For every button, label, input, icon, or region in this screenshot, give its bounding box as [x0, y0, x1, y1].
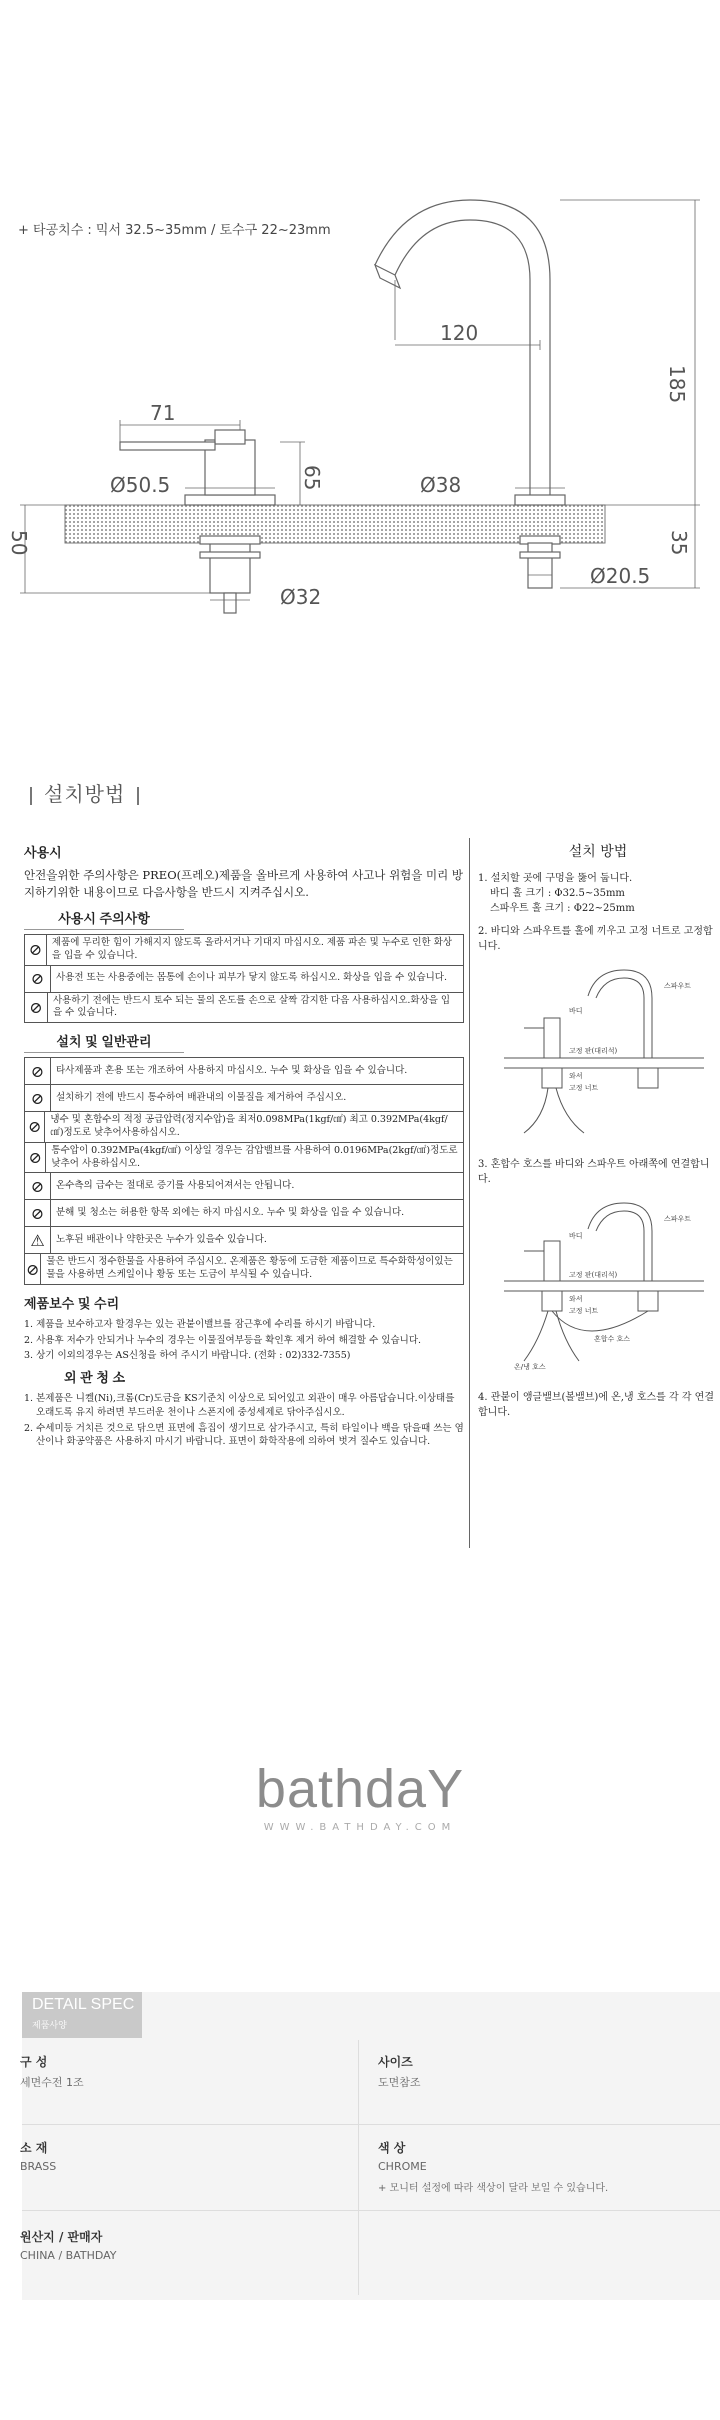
install-text: 냉수 및 혼합수의 적정 공급압력(정지수압)을 최저0.098MPa(1kgf/㎠) 최고 0.392MPa(4kgf/㎠)정도로 낮추어사용하십시오. [50, 1114, 448, 1138]
prohibit-icon: ⊘ [25, 1173, 51, 1199]
prohibit-icon: ⊘ [25, 1254, 41, 1284]
install-text: 온수측의 급수는 절대로 증기를 사용되어져서는 안됩니다. [56, 1179, 295, 1191]
logo-url: WWW.BATHDAY.COM [263, 1822, 457, 1833]
brand-logo [0, 1758, 720, 1833]
list-item: 2. 사용후 저수가 안되거나 누수의 경우는 이물질여부등을 확인후 제거 하여 해결할 수 있습니다. [24, 1334, 422, 1346]
caution-text: 사용하기 전에는 반드시 토수 되는 물의 온도를 손으로 살짝 감지한 다음 사용하십시오.화상을 입을 수 있습니다. [52, 994, 451, 1019]
caution-table [24, 934, 464, 1023]
dim-20-5: Ø20.5 [590, 564, 651, 588]
spec-item-origin [20, 2228, 355, 2262]
warranty-list [24, 1318, 464, 1363]
prohibit-icon: ⊘ [25, 1058, 51, 1084]
install-manage-title: 설치 및 일반관리 [24, 1033, 184, 1053]
dim-71: 71 [150, 401, 176, 425]
prohibit-icon: ⊘ [25, 1085, 51, 1111]
fig-label: 온/냉 호스 [514, 1363, 546, 1371]
spec-label: 색 상 [378, 2141, 406, 2155]
safety-instructions [24, 838, 464, 1451]
install-section-title [18, 778, 151, 807]
spec-item-composition [20, 2053, 355, 2090]
detail-spec-title: DETAIL SPEC [32, 1996, 135, 2013]
install-text: 통수압이 0.392MPa(4kgf/㎠) 이상일 경우는 감압밸브를 사용하여 0.0196MPa(2kgf/㎠)정도로 낮추어 사용하십시오. [51, 1144, 458, 1169]
fig-label: 고정 너트 [569, 1084, 599, 1092]
spec-value: 세면수전 1조 [20, 2076, 84, 2089]
dim-50-5: Ø50.5 [110, 473, 171, 497]
caution-row [24, 966, 464, 993]
install-row [24, 1057, 464, 1085]
dim-32: Ø32 [280, 585, 322, 609]
list-item: 2. 수세미등 거치른 것으로 닦으면 표면에 흠집이 생기므로 삼가주시고, 특히 타일이나 백을 닦을때 쓰는 염산이나 화공약품은 사용하지 마시기 바랍니다. 표면이 화학작용에 의하여 벗겨 질수도 있습니다. [24, 1422, 464, 1448]
spec-divider-h [22, 2124, 720, 2125]
spec-item-material [20, 2139, 355, 2173]
fig-label: 고정 판(대리석) [569, 1047, 618, 1055]
list-item: 3. 상기 이외의경우는 AS신청을 하여 주시기 바랍니다. (전화 : 02)332-7355) [24, 1350, 351, 1362]
install-text: 타사제품과 혼용 또는 개조하여 사용하지 마십시오. 누수 및 화상을 입을 수 있습니다. [56, 1064, 408, 1076]
spec-label: 사이즈 [378, 2055, 413, 2069]
install-row [24, 1143, 464, 1174]
fig-label: 고정 너트 [569, 1307, 599, 1315]
step-2: 2. 바디와 스파우트를 홀에 끼우고 고정 너트로 고정합니다. [478, 926, 713, 952]
install-row [24, 1254, 464, 1285]
spout-hole-size: 스파우트 홀 크기 : Φ22~25mm [490, 903, 635, 914]
title-bar-left [30, 787, 32, 805]
install-text: 설치하기 전에 반드시 통수하여 배관내의 이물질을 제거하여 주십시오. [56, 1091, 347, 1103]
fig-label: 와셔 [569, 1072, 583, 1080]
fig-label: 스파우트 [664, 1215, 692, 1223]
caution-text: 제품에 무리한 힘이 가해지지 않도록 올라서거나 기대지 마십시오. 제품 파손 및 누수로 인한 화상을 입을 수 있습니다. [51, 937, 453, 961]
install-text: 분해 및 청소는 허용한 항목 외에는 하지 마십시오. 누수 및 화상을 입을 수 있습니다. [56, 1206, 405, 1218]
title-bar-right [137, 787, 139, 805]
fig-label: 바디 [569, 1007, 583, 1015]
fig-label: 혼합수 호스 [594, 1335, 631, 1343]
list-item: 1. 제품을 보수하고자 할경우는 있는 관붙이밸브를 잠근후에 수리를 하시기 바랍니다. [24, 1318, 376, 1330]
list-item: 1. 본제품은 니켈(Ni),크롬(Cr)도금을 KS기준치 이상으로 되어있고 외관이 매우 아름답습니다.이상태를 오래도록 유지 하려면 부드러운 천이나 스폰지에 중성세제로 닦아주십시오. [24, 1392, 455, 1418]
prohibit-icon: ⊘ [25, 1112, 45, 1142]
prohibit-icon: ⊘ [25, 935, 47, 965]
spec-divider-v [358, 2040, 359, 2295]
hole-size-note: + 타공치수 : 믹서 32.5~35mm / 토수구 22~23mm [18, 223, 331, 238]
no-touch-icon: ⊘ [25, 966, 51, 992]
dim-120: 120 [440, 321, 479, 345]
spec-label: 구 성 [20, 2055, 48, 2069]
install-steps [478, 838, 718, 1428]
prohibit-icon: ⊘ [25, 1143, 46, 1173]
care-title: 외 관 청 소 [64, 1370, 126, 1386]
install-row [24, 1173, 464, 1200]
logo-wordmark: bathdaY [255, 1759, 465, 1819]
spec-label: 소 재 [20, 2141, 48, 2155]
spec-value: CHINA / BATHDAY [20, 2249, 117, 2262]
spec-note: + 모니터 설정에 따라 색상이 달라 보일 수 있습니다. [378, 2183, 609, 2194]
dim-65: 65 [300, 465, 324, 491]
fig-label: 바디 [569, 1232, 583, 1240]
spec-value: CHROME [378, 2160, 427, 2173]
fig-label: 고정 판(대리석) [569, 1271, 618, 1279]
caution-text: 사용전 또는 사용중에는 몸통에 손이나 피부가 닿지 않도록 하십시오. 화상을 입을 수 있습니다. [56, 972, 448, 984]
install-text: 노후된 배관이나 약한곳은 누수가 있을수 있습니다. [56, 1233, 267, 1245]
fig-label: 와셔 [569, 1295, 583, 1303]
care-list [24, 1392, 464, 1449]
install-figure-1 [484, 968, 714, 1138]
body-hole-size: 바디 홀 크기 : Φ32.5~35mm [490, 888, 625, 899]
spec-label: 원산지 / 판매자 [20, 2230, 103, 2244]
dim-35: 35 [667, 530, 691, 556]
spec-item-size [378, 2053, 713, 2090]
dim-50: 50 [7, 530, 31, 556]
column-divider [469, 838, 470, 1548]
detail-spec-subtitle: 제품사양 [32, 2021, 67, 2031]
caution-row [24, 934, 464, 966]
spec-item-color [378, 2139, 713, 2194]
warranty-title: 제품보수 및 수리 [24, 1296, 120, 1311]
usage-text: 안전을위한 주의사항은 PREO(프레오)제품을 올바르게 사용하여 사고나 위험을 미리 방지하기위한 내용이므로 다음사항을 반드시 지켜주십시오. [24, 867, 464, 899]
install-text: 물은 반드시 정수한물을 사용하여 주십시오. 온제품은 황동에 도금한 제품이므로 특수화학성이있는물을 사용하면 스케일이나 황동 또는 도금이 부식될 수 있습니다. [46, 1256, 453, 1281]
spec-divider-h [22, 2210, 720, 2211]
install-row [24, 1085, 464, 1112]
dim-185: 185 [665, 365, 689, 404]
prohibit-icon: ⊘ [25, 993, 48, 1023]
caution-row [24, 993, 464, 1024]
caution-title: 사용시 주의사항 [24, 910, 184, 930]
warning-icon: ⚠ [25, 1227, 51, 1253]
install-row [24, 1112, 464, 1143]
install-row [24, 1227, 464, 1254]
install-figure-2 [484, 1201, 714, 1371]
spec-value: BRASS [20, 2160, 57, 2173]
prohibit-icon: ⊘ [25, 1200, 51, 1226]
usage-title: 사용시 [24, 845, 62, 860]
steps-title: 설치 방법 [568, 844, 628, 860]
fig-label: 스파우트 [664, 982, 692, 990]
step-3: 3. 혼합수 호스를 바디와 스파우트 아래쪽에 연결합니다. [478, 1159, 710, 1185]
faucet-dimension-drawing [0, 180, 720, 640]
step-4: 4. 관붙이 앵글밸브(볼밸브)에 온,냉 호스를 각 각 연결합니다. [478, 1392, 714, 1418]
install-table [24, 1057, 464, 1285]
install-title-text: 설치방법 [44, 782, 126, 806]
step-1-text: 1. 설치할 곳에 구멍을 뚫어 둡니다. [478, 873, 633, 884]
dim-38: Ø38 [420, 473, 462, 497]
install-row [24, 1200, 464, 1227]
spec-value: 도면참조 [378, 2076, 421, 2089]
step-1 [478, 871, 718, 916]
